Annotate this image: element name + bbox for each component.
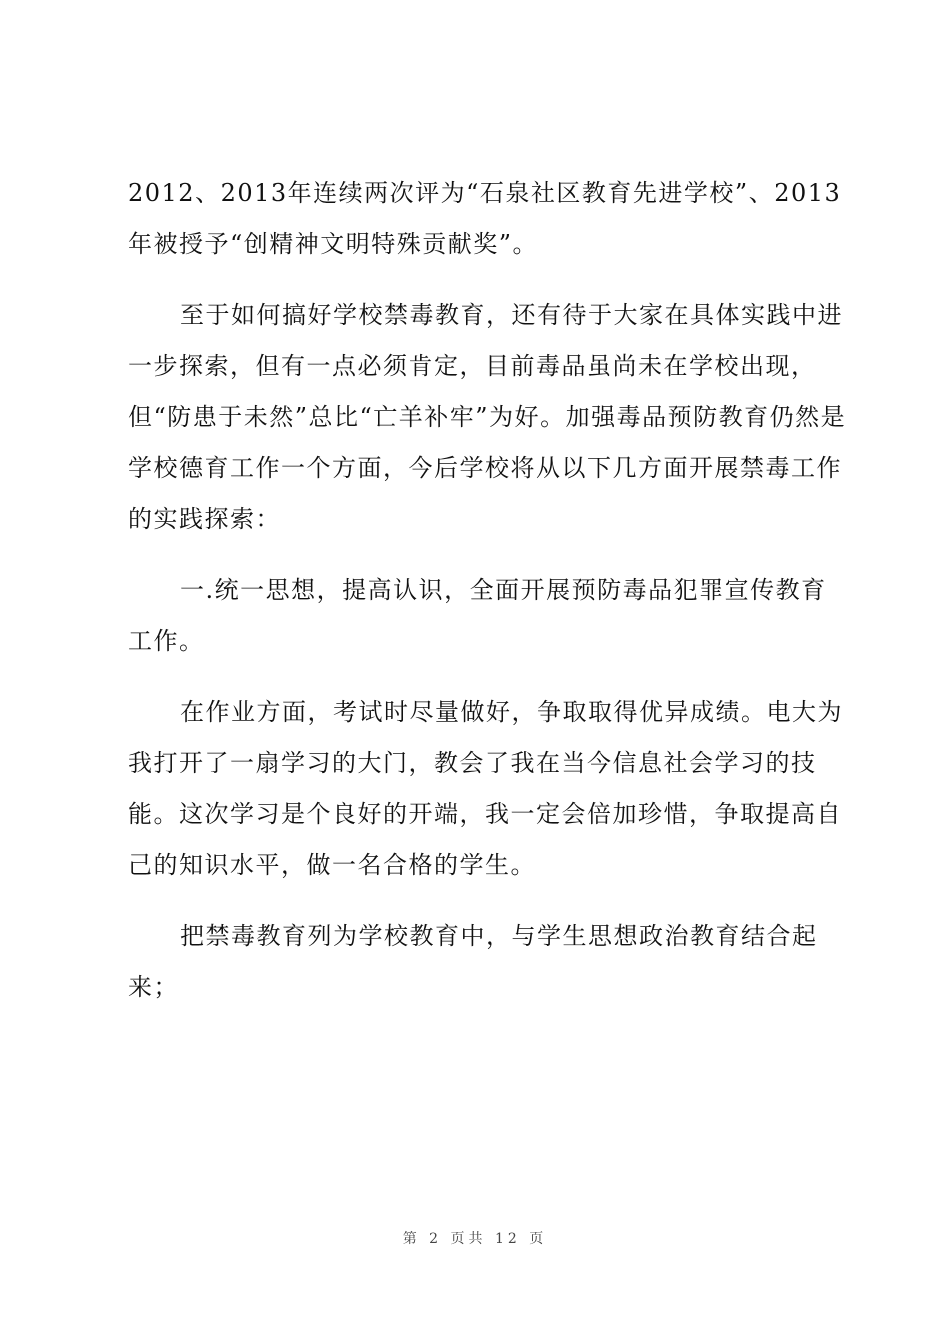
- paragraph-award: 2012、2013年连续两次评为“石泉社区教育先进学校”、2013年被授予“创精神文明特殊贡献奖”。: [128, 179, 842, 258]
- paragraph-section-one: 一.统一思想，提高认识，全面开展预防毒品犯罪宣传教育工作。: [128, 576, 827, 655]
- paragraph-integration: 把禁毒教育列为学校教育中，与学生思想政治教育结合起来；: [128, 922, 818, 1001]
- document-body: [128, 168, 848, 1013]
- paragraph-study: 在作业方面，考试时尽量做好，争取取得优异成绩。电大为我打开了一扇学习的大门，教会了我在当今信息社会学习的技能。这次学习是个良好的开端，我一定会倍加珍惜，争取提高自己的知识水平，做一名合格的学生。: [128, 698, 843, 879]
- page-footer: 第 2 页共 12 页: [402, 1231, 548, 1247]
- paragraph-drug-education: 至于如何搞好学校禁毒教育，还有待于大家在具体实践中进一步探索，但有一点必须肯定，目前毒品虽尚未在学校出现，但“防患于未然”总比“亡羊补牢”为好。加强毒品预防教育仍然是学校德育工作一个方面，今后学校将从以下几方面开展禁毒工作的实践探索：: [128, 301, 847, 533]
